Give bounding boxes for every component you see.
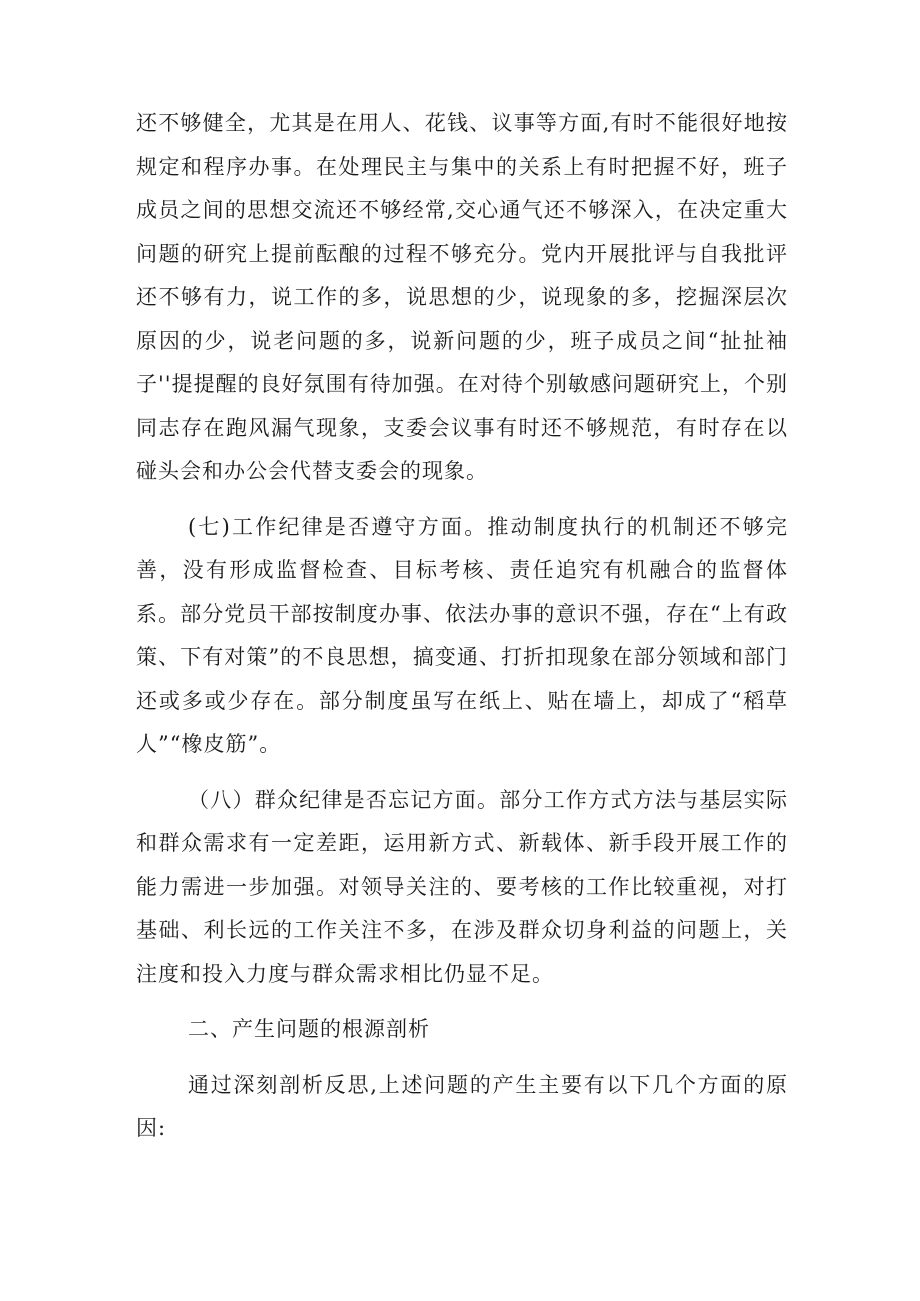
section-heading: 二、产生问题的根源剖析 (188, 1017, 430, 1041)
document-body (136, 102, 788, 1151)
paragraph-continuation: 还不够健全，尤其是在用人、花钱、议事等方面,有时不能很好地按规定和程序办事。在处理民主与集中的关系上有时把握不好，班子成员之间的思想交流还不够经常,交心通气还不够深入，在决定重大问题的研究上提前酝酿的过程不够充分。党内开展批评与自我批评还不够有力，说工作的多，说思想的少，说现象的多，挖掘深层次原因的少，说老问题的多，说新问题的少，班子成员之间“扯扯袖子''提提醒的良好氛围有待加强。在对待个别敏感问题研究上，个别同志存在跑风漏气现象，支委会议事有时还不够规范，有时存在以碰头会和办公会代替支委会的现象。 (136, 111, 788, 483)
paragraph-mass-discipline: （八）群众纪律是否忘记方面。部分工作方式方法与基层实际和群众需求有一定差距，运用新方式、新载体、新手段开展工作的能力需进一步加强。对领导关注的、要考核的工作比较重视，对打基础、利长远的工作关注不多，在涉及群众切身利益的问题上，关注度和投入力度与群众需求相比仍显不足。 (136, 787, 788, 986)
paragraph-closing: 通过深刻剖析反思,上述问题的产生主要有以下几个方面的原因: (136, 1072, 788, 1140)
paragraph-work-discipline: (七)工作纪律是否遵守方面。推动制度执行的机制还不够完善，没有形成监督检查、目标考核、责任追究有机融合的监督体系。部分党员干部按制度办事、依法办事的意识不强，存在“上有政策、下有对策”的不良思想，搞变通、打折扣现象在部分领域和部门还或多或少存在。部分制度虽写在纸上、贴在墙上，却成了“稻草人”“橡皮筋”。 (136, 514, 788, 756)
